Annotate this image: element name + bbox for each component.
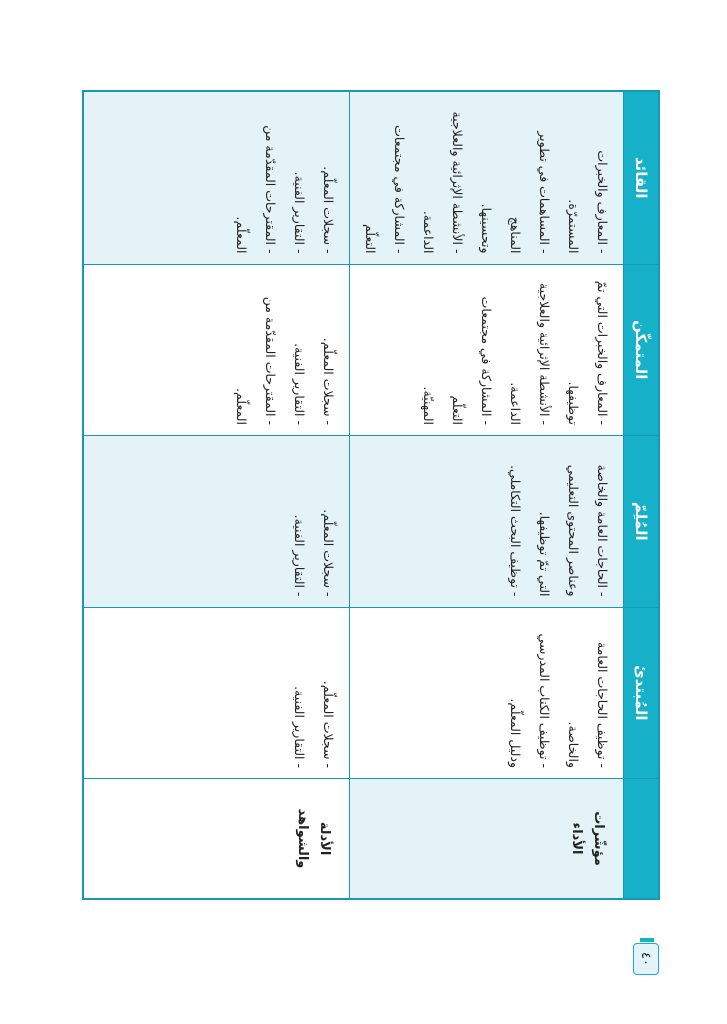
list-item: - التقارير الفنية. [292,171,307,254]
list-item: - الحاجات العامة والخاصة [595,464,610,597]
row-label-line: الأدلة [317,821,332,856]
list-item: - المقترحات المقدّمة من المعلّم. [234,296,278,425]
page-number-badge [633,943,659,975]
evidence-competent-cell [84,264,350,436]
header-competent: المتمكّن [624,264,658,436]
list-item: - التقارير الفنية. [292,686,307,768]
row-label-indicators [350,778,624,898]
list-item: ودليل المعلّم. [508,698,523,768]
list-item: - التقارير الفنية. [292,514,307,597]
header-proficient: المُلِمّ [624,435,658,607]
list-item: - المشاركة في مجتمعات التعلّم [363,125,407,254]
list-item: وتحسينها. [479,203,494,254]
header-beginner: المُبتدئ [624,607,658,779]
header-leader: القائد [624,92,658,264]
list-item: - المشاركة في مجتمعات التعلّم [450,296,494,425]
page-number-accent [640,938,654,942]
list-item: - توظيف الحاجات العامة [595,641,610,768]
list-item: - المقترحات المقدّمة من المعلّم. [234,125,278,254]
list-item: الداعمة. [421,210,436,254]
list-item: التي تمّ توظيفها. [537,511,552,597]
header-corner [624,778,658,898]
list-item: - سجلات المعلّم. [321,509,336,597]
list-item: الداعمة. [508,382,523,425]
indicators-leader-cell [350,92,624,264]
list-item: وعناصر المحتوى التعليمي [566,464,581,597]
evidence-leader-cell [84,92,350,264]
list-item: - المعارف والخبرات المستمرّة. [566,150,610,254]
list-item: - سجلات المعلّم. [321,337,336,425]
page-number: ٤٠ [638,952,654,966]
list-item: - توظيف الكتاب المدرسي [537,633,552,768]
row-label-evidence [84,778,350,898]
standards-table [82,90,660,900]
evidence-beginner-cell [84,607,350,779]
list-item: - الأنشطة الإثرائية والعلاجية [450,111,465,254]
indicators-competent-cell [350,264,624,436]
list-item: - المعارف والخبرات التي تمّ [595,280,610,425]
row-label-line: والشواهد [295,808,310,869]
list-item: - توظيف البحث التكاملي. [508,465,523,597]
row-label-line: الأداء [569,822,584,855]
indicators-proficient-cell [350,435,624,607]
list-item: - المساهمات في تطوير المناهج [508,131,552,254]
list-item: - التقارير الفنية. [292,343,307,425]
row-label-line: مؤشّرات [591,811,606,866]
evidence-proficient-cell [84,435,350,607]
list-item: المهنيّة. [421,386,436,425]
list-item: - الأنشطة الإثرائية والعلاجية [537,282,552,425]
list-item: - سجلات المعلّم. [321,166,336,254]
rotated-page-frame [82,90,660,900]
list-item: والخاصة. [566,721,581,768]
list-item: توظيفها. [566,381,581,425]
list-item: - سجلات المعلّم. [321,680,336,768]
indicators-beginner-cell [350,607,624,779]
